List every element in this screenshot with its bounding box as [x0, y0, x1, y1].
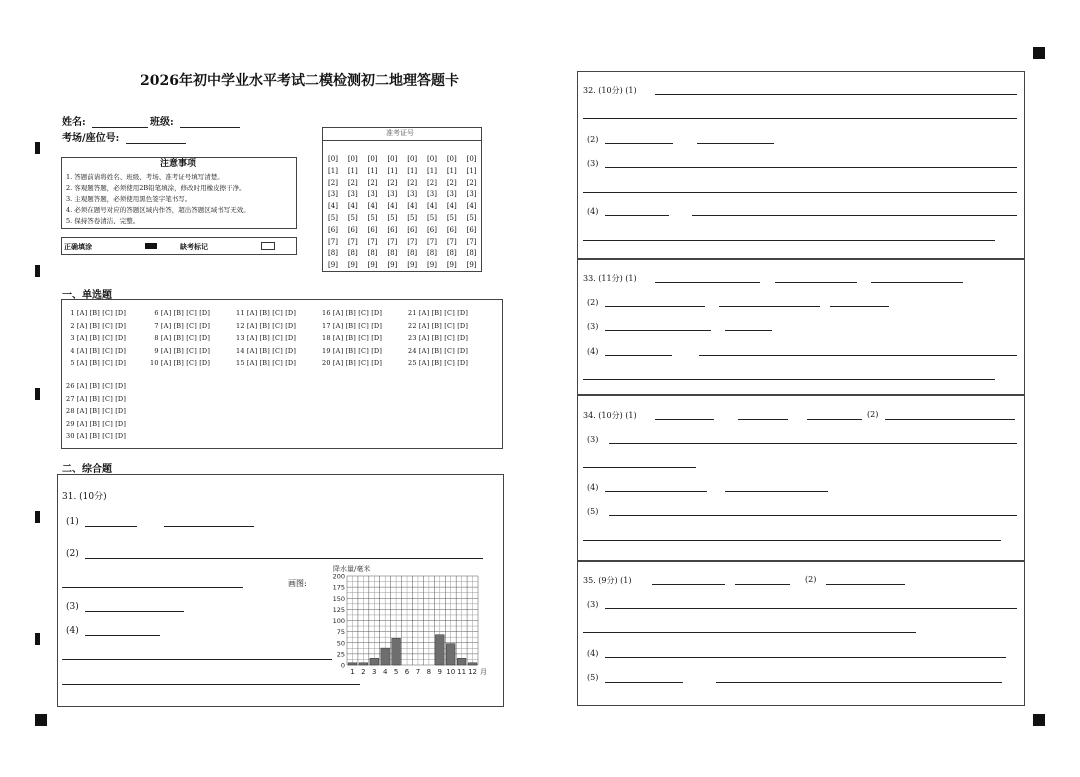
- class-field[interactable]: [180, 127, 240, 128]
- notice-item: 2. 客观题答题，必须使用2B铅笔填涂，修改时用橡皮擦干净。: [66, 184, 246, 192]
- answer-line[interactable]: [655, 282, 760, 283]
- chart-xtick-label: 4: [382, 668, 388, 676]
- q35-part5: (5): [587, 673, 599, 682]
- admission-digit-bubble[interactable]: [6]: [367, 225, 378, 234]
- chart-xtick-label: 12: [468, 668, 478, 676]
- admission-digit-bubble[interactable]: [4]: [407, 202, 418, 211]
- mc-question-row[interactable]: 12 [A] [B] [C] [D]: [236, 321, 297, 330]
- admission-digit-bubble[interactable]: [0]: [427, 155, 437, 163]
- notice-item: 1. 答题前请将姓名、班级、考场、准考证号填写清楚。: [66, 173, 224, 181]
- answer-line[interactable]: [885, 419, 1015, 420]
- q35-part4: (4): [587, 649, 599, 658]
- q33-part3: (3): [587, 322, 599, 331]
- section1-title: 一、单选题: [62, 290, 112, 301]
- draw-label: 画图:: [288, 579, 307, 588]
- admission-digit-bubble[interactable]: [8]: [427, 249, 437, 258]
- admission-digit-bubble[interactable]: [6]: [328, 225, 338, 234]
- chart-ytick-label: 175: [332, 583, 345, 592]
- answer-line[interactable]: [605, 143, 673, 144]
- admission-digit-bubble[interactable]: [8]: [387, 249, 398, 258]
- admission-digit-bubble[interactable]: [2]: [466, 178, 477, 187]
- mc-question-row[interactable]: 22 [A] [B] [C] [D]: [408, 321, 469, 330]
- answer-line[interactable]: [583, 192, 1017, 193]
- admission-digit-bubble[interactable]: [5]: [367, 213, 378, 222]
- admission-digit-bubble[interactable]: [9]: [466, 261, 477, 270]
- answer-line[interactable]: [85, 611, 184, 612]
- missing-mark-checkbox[interactable]: [261, 242, 275, 250]
- room-field[interactable]: [126, 143, 186, 144]
- admission-digit-bubble[interactable]: [8]: [367, 249, 378, 258]
- mc-question-row[interactable]: 5 [A] [B] [C] [D]: [66, 359, 127, 367]
- chart-bar: [370, 658, 379, 665]
- answer-line[interactable]: [605, 330, 711, 331]
- answer-line[interactable]: [85, 526, 137, 527]
- q35-box: [577, 561, 1025, 706]
- class-label: 班级:: [150, 117, 174, 128]
- q31-part1: (1): [66, 517, 79, 527]
- chart-ytick-label: 125: [332, 605, 345, 614]
- mc-question-row[interactable]: 6 [A] [B] [C] [D]: [150, 309, 211, 317]
- admission-digit-column: [463, 154, 481, 272]
- admission-digit-bubble[interactable]: [0]: [367, 155, 378, 163]
- admission-digit-bubble[interactable]: [2]: [367, 178, 378, 187]
- admission-digit-bubble[interactable]: [2]: [407, 178, 418, 187]
- q31-part4: (4): [66, 626, 79, 636]
- admission-digit-bubble[interactable]: [6]: [446, 225, 457, 234]
- answer-line[interactable]: [692, 215, 1017, 216]
- answer-line[interactable]: [583, 240, 995, 241]
- answer-line[interactable]: [738, 419, 788, 420]
- chart-xtick-label: 3: [372, 668, 377, 676]
- q33-part4: (4): [587, 347, 599, 356]
- mc-question-row[interactable]: 20 [A] [B] [C] [D]: [322, 359, 383, 367]
- q34-head: 34. (10分) (1): [583, 411, 637, 420]
- chart-xtick-label: 1: [350, 668, 355, 676]
- answer-line[interactable]: [605, 657, 1006, 658]
- admission-digit-bubble[interactable]: [7]: [466, 237, 477, 246]
- admission-digit-bubble[interactable]: [4]: [367, 202, 378, 211]
- answer-line[interactable]: [775, 282, 857, 283]
- admission-digit-bubble[interactable]: [7]: [446, 237, 457, 246]
- admission-digit-bubble[interactable]: [4]: [446, 202, 457, 211]
- answer-line[interactable]: [830, 306, 889, 307]
- answer-line[interactable]: [609, 515, 1017, 516]
- mc-question-row[interactable]: 2 [A] [B] [C] [D]: [66, 321, 127, 330]
- answer-line[interactable]: [605, 682, 683, 683]
- mc-question-row[interactable]: 13 [A] [B] [C] [D]: [236, 334, 297, 342]
- answer-line[interactable]: [583, 632, 916, 633]
- answer-line[interactable]: [605, 215, 669, 216]
- admission-digit-column: [324, 154, 342, 272]
- admission-digit-bubble[interactable]: [6]: [407, 225, 418, 234]
- admission-digit-column: [383, 154, 401, 272]
- admission-digit-bubble[interactable]: [3]: [407, 190, 418, 199]
- admission-digit-bubble[interactable]: [0]: [407, 155, 418, 163]
- answer-line[interactable]: [807, 419, 862, 420]
- admission-digit-bubble[interactable]: [9]: [407, 261, 418, 270]
- precipitation-chart: [325, 560, 495, 682]
- mc-question-row[interactable]: 27 [A] [B] [C] [D]: [66, 394, 127, 403]
- answer-line[interactable]: [85, 635, 160, 636]
- q35-part3: (3): [587, 600, 599, 609]
- answer-line[interactable]: [609, 443, 1017, 444]
- q33-box: [577, 259, 1025, 395]
- mc-question-row[interactable]: 23 [A] [B] [C] [D]: [408, 334, 469, 342]
- admission-digit-bubble[interactable]: [1]: [387, 166, 398, 175]
- answer-line[interactable]: [605, 608, 1017, 609]
- admission-digit-bubble[interactable]: [2]: [328, 178, 338, 187]
- missing-mark-label: 缺考标记: [180, 242, 208, 251]
- admission-divider: [322, 140, 482, 141]
- timing-mark: [35, 265, 40, 277]
- admission-digit-bubble[interactable]: [9]: [347, 261, 358, 270]
- admission-digit-bubble[interactable]: [3]: [427, 190, 437, 199]
- mc-question-row[interactable]: 7 [A] [B] [C] [D]: [150, 321, 211, 330]
- q35-part2: (2): [805, 575, 817, 584]
- admission-digit-bubble[interactable]: [4]: [387, 202, 398, 211]
- name-field[interactable]: [92, 127, 148, 128]
- mc-question-row[interactable]: 18 [A] [B] [C] [D]: [322, 334, 383, 342]
- admission-digit-bubble[interactable]: [8]: [446, 249, 457, 258]
- chart-ytick-label: 0: [340, 661, 345, 670]
- q31-head: 31. (10分): [62, 492, 107, 502]
- admission-digit-bubble[interactable]: [5]: [387, 213, 398, 222]
- q31-part2: (2): [66, 549, 79, 559]
- mc-question-row[interactable]: 30 [A] [B] [C] [D]: [66, 432, 127, 440]
- admission-digit-bubble[interactable]: [6]: [427, 225, 437, 234]
- admission-digit-bubble[interactable]: [7]: [367, 237, 378, 246]
- chart-xtick-label: 7: [415, 668, 421, 676]
- answer-line[interactable]: [164, 526, 254, 527]
- admission-digit-bubble[interactable]: [2]: [347, 178, 358, 187]
- corner-mark-top-right: [1033, 47, 1045, 59]
- mc-question-row[interactable]: 24 [A] [B] [C] [D]: [408, 346, 469, 355]
- chart-ylabel: 降水量/毫米: [333, 565, 371, 573]
- timing-mark: [35, 388, 40, 400]
- q34-part5: (5): [587, 507, 599, 516]
- mc-question-row[interactable]: 8 [A] [B] [C] [D]: [150, 334, 211, 342]
- answer-line[interactable]: [697, 143, 774, 144]
- chart-bar: [381, 648, 390, 665]
- admission-digit-bubble[interactable]: [7]: [328, 237, 338, 246]
- admission-digit-bubble[interactable]: [0]: [446, 155, 457, 163]
- admission-digit-bubble[interactable]: [4]: [466, 202, 477, 211]
- notice-title: 注意事项: [160, 159, 197, 169]
- answer-line[interactable]: [716, 682, 1002, 683]
- chart-xtick-label: 10: [446, 668, 456, 676]
- mc-question-row[interactable]: 15 [A] [B] [C] [D]: [236, 359, 297, 367]
- admission-digit-bubble[interactable]: [5]: [328, 213, 338, 222]
- admission-digit-bubble[interactable]: [6]: [347, 225, 358, 234]
- admission-digit-bubble[interactable]: [2]: [446, 178, 457, 187]
- chart-bar: [468, 663, 477, 665]
- chart-bar: [435, 635, 444, 665]
- answer-line[interactable]: [605, 491, 707, 492]
- admission-digit-bubble[interactable]: [8]: [466, 249, 477, 258]
- chart-bar: [392, 638, 401, 665]
- mc-question-row[interactable]: 16 [A] [B] [C] [D]: [322, 309, 383, 317]
- admission-digit-column: [364, 154, 382, 272]
- admission-digit-bubble[interactable]: [8]: [407, 249, 418, 258]
- admission-digit-bubble[interactable]: [2]: [387, 178, 398, 187]
- chart-bar: [348, 663, 357, 665]
- answer-line[interactable]: [605, 306, 705, 307]
- admission-digit-bubble[interactable]: [7]: [387, 237, 398, 246]
- admission-digit-column: [403, 154, 421, 272]
- answer-line[interactable]: [655, 94, 1017, 95]
- chart-ytick-label: 50: [336, 639, 345, 648]
- section2-title: 二、综合题: [62, 464, 112, 475]
- admission-digit-bubble[interactable]: [6]: [466, 225, 477, 234]
- q33-head: 33. (11分) (1): [583, 274, 637, 283]
- admission-title: 准考证号: [386, 129, 414, 137]
- answer-line[interactable]: [725, 330, 772, 331]
- answer-line[interactable]: [826, 584, 905, 585]
- answer-line[interactable]: [62, 587, 243, 588]
- correct-fill-label: 正确填涂: [64, 242, 92, 251]
- mc-question-row[interactable]: 3 [A] [B] [C] [D]: [66, 334, 127, 342]
- q34-part3: (3): [587, 435, 599, 444]
- admission-digit-bubble[interactable]: [5]: [427, 213, 437, 222]
- q35-head: 35. (9分) (1): [583, 576, 632, 585]
- admission-digit-bubble[interactable]: [1]: [367, 166, 378, 175]
- answer-line[interactable]: [583, 467, 696, 468]
- admission-digit-bubble[interactable]: [9]: [446, 261, 457, 270]
- admission-digit-bubble[interactable]: [5]: [466, 213, 477, 222]
- admission-digit-bubble[interactable]: [9]: [367, 261, 378, 270]
- corner-mark-bottom-left: [35, 714, 47, 726]
- chart-xtick-label: 6: [404, 668, 410, 676]
- admission-digit-bubble[interactable]: [9]: [387, 261, 398, 270]
- q32-head: 32. (10分) (1): [583, 86, 637, 95]
- answer-line[interactable]: [583, 540, 1001, 541]
- admission-digit-column: [344, 154, 362, 272]
- admission-digit-bubble[interactable]: [7]: [427, 237, 437, 246]
- mc-question-row[interactable]: 4 [A] [B] [C] [D]: [66, 346, 127, 355]
- mc-question-row[interactable]: 26 [A] [B] [C] [D]: [66, 382, 127, 390]
- admission-digit-bubble[interactable]: [7]: [347, 237, 358, 246]
- mc-question-row[interactable]: 9 [A] [B] [C] [D]: [150, 346, 211, 355]
- q33-part2: (2): [587, 298, 599, 307]
- admission-digit-bubble[interactable]: [1]: [407, 166, 418, 175]
- admission-digit-bubble[interactable]: [0]: [347, 155, 358, 163]
- admission-digit-bubble[interactable]: [5]: [407, 213, 418, 222]
- admission-digit-column: [443, 154, 461, 272]
- admission-digit-bubble[interactable]: [1]: [427, 166, 437, 175]
- admission-digit-bubble[interactable]: [2]: [427, 178, 437, 187]
- admission-digit-bubble[interactable]: [1]: [328, 166, 338, 175]
- chart-xtick-label: 11: [457, 668, 467, 676]
- answer-line[interactable]: [62, 659, 332, 660]
- q32-part3: (3): [587, 159, 599, 168]
- mc-question-row[interactable]: 29 [A] [B] [C] [D]: [66, 419, 127, 428]
- admission-digit-bubble[interactable]: [5]: [347, 213, 358, 222]
- answer-line[interactable]: [85, 558, 483, 559]
- mc-question-row[interactable]: 1 [A] [B] [C] [D]: [66, 309, 127, 317]
- chart-ytick-label: 200: [332, 572, 345, 581]
- q32-part2: (2): [587, 135, 599, 144]
- chart-xtick-label: 8: [426, 668, 432, 676]
- admission-digit-bubble[interactable]: [3]: [466, 190, 477, 199]
- answer-line[interactable]: [583, 379, 995, 380]
- answer-line[interactable]: [725, 491, 828, 492]
- q34-part2: (2): [867, 410, 879, 419]
- chart-bar: [359, 663, 368, 665]
- admission-digit-bubble[interactable]: [3]: [328, 190, 338, 199]
- name-label: 姓名:: [62, 117, 86, 128]
- chart-ytick-label: 150: [332, 594, 345, 603]
- answer-line[interactable]: [655, 419, 714, 420]
- timing-mark: [35, 633, 40, 645]
- admission-digit-bubble[interactable]: [4]: [328, 202, 338, 211]
- admission-digit-bubble[interactable]: [3]: [446, 190, 457, 199]
- notice-item: 4. 必须在题号对应的答题区域内作答，超出答题区域书写无效。: [66, 206, 250, 214]
- answer-line[interactable]: [699, 355, 1017, 356]
- admission-columns: [324, 154, 480, 274]
- admission-digit-bubble[interactable]: [9]: [328, 261, 338, 270]
- mc-question-row[interactable]: 28 [A] [B] [C] [D]: [66, 407, 127, 415]
- room-label: 考场/座位号:: [62, 133, 120, 144]
- admission-digit-bubble[interactable]: [1]: [347, 166, 358, 175]
- chart-x-unit: 月: [480, 668, 487, 676]
- mc-question-row[interactable]: 19 [A] [B] [C] [D]: [322, 346, 383, 355]
- admission-digit-column: [423, 154, 441, 272]
- mc-question-row[interactable]: 14 [A] [B] [C] [D]: [236, 346, 297, 355]
- admission-digit-bubble[interactable]: [8]: [328, 249, 338, 258]
- admission-digit-bubble[interactable]: [3]: [387, 190, 398, 199]
- mc-question-row[interactable]: 21 [A] [B] [C] [D]: [408, 309, 469, 317]
- answer-line[interactable]: [871, 282, 963, 283]
- notice-item: 3. 主观题答题，必须使用黑色签字笔书写。: [66, 195, 192, 203]
- mc-question-row[interactable]: 17 [A] [B] [C] [D]: [322, 321, 383, 330]
- admission-digit-bubble[interactable]: [0]: [328, 155, 338, 163]
- admission-digit-bubble[interactable]: [0]: [387, 155, 398, 163]
- answer-line[interactable]: [605, 167, 1017, 168]
- chart-xtick-label: 9: [437, 668, 443, 676]
- admission-digit-bubble[interactable]: [5]: [446, 213, 457, 222]
- chart-bar: [446, 644, 455, 665]
- admission-digit-bubble[interactable]: [9]: [427, 261, 437, 270]
- admission-digit-bubble[interactable]: [1]: [466, 166, 477, 175]
- chart-xtick-label: 5: [393, 668, 399, 676]
- admission-digit-bubble[interactable]: [6]: [387, 225, 398, 234]
- admission-digit-bubble[interactable]: [4]: [427, 202, 437, 211]
- filled-example-icon: [145, 243, 157, 249]
- page-title: 2026年初中学业水平考试二模检测初二地理答题卡: [140, 73, 459, 89]
- mc-question-row[interactable]: 11 [A] [B] [C] [D]: [236, 309, 297, 317]
- timing-mark: [35, 142, 40, 154]
- chart-bar: [457, 658, 466, 665]
- corner-mark-bottom-right: [1033, 714, 1045, 726]
- admission-digit-bubble[interactable]: [3]: [347, 190, 358, 199]
- answer-line[interactable]: [719, 306, 820, 307]
- notice-item: 5. 保持答卷清洁、完整。: [66, 217, 140, 225]
- chart-ytick-label: 75: [336, 628, 345, 637]
- admission-digit-bubble[interactable]: [8]: [347, 249, 358, 258]
- mc-question-row[interactable]: 25 [A] [B] [C] [D]: [408, 359, 469, 367]
- q31-part3: (3): [66, 602, 79, 612]
- admission-digit-bubble[interactable]: [1]: [446, 166, 457, 175]
- answer-line[interactable]: [62, 684, 360, 685]
- chart-ytick-label: 100: [332, 617, 345, 625]
- chart-xtick-label: 2: [361, 668, 366, 676]
- q34-part4: (4): [587, 483, 599, 492]
- mc-question-row[interactable]: 10 [A] [B] [C] [D]: [150, 359, 211, 367]
- admission-digit-bubble[interactable]: [3]: [367, 190, 378, 199]
- q32-part4: (4): [587, 207, 599, 216]
- admission-digit-bubble[interactable]: [7]: [407, 237, 418, 246]
- answer-line[interactable]: [735, 584, 790, 585]
- answer-line[interactable]: [652, 584, 725, 585]
- timing-mark: [35, 511, 40, 523]
- q32-box: [577, 71, 1025, 259]
- answer-line[interactable]: [605, 355, 672, 356]
- admission-digit-bubble[interactable]: [4]: [347, 202, 358, 211]
- chart-ytick-label: 25: [336, 650, 345, 659]
- answer-line[interactable]: [583, 118, 1017, 119]
- admission-digit-bubble[interactable]: [0]: [466, 155, 477, 163]
